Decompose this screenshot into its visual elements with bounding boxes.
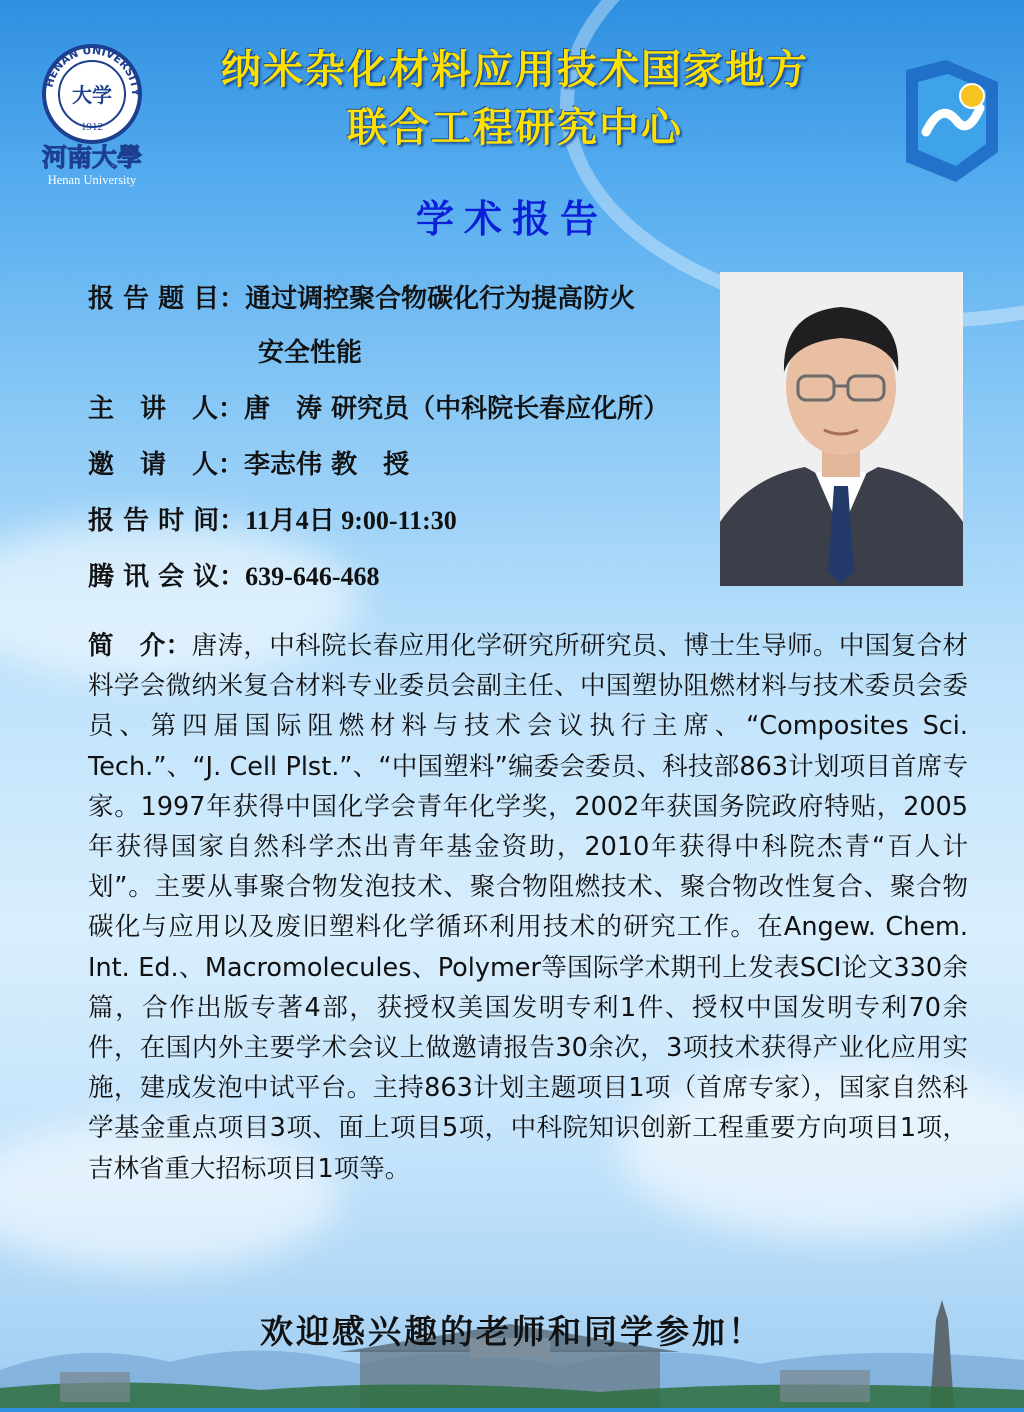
time-value: 11月4日 9:00-11:30 bbox=[245, 506, 457, 535]
meeting-label: 腾 讯 会 议： bbox=[88, 562, 246, 592]
inviter-value: 李志伟 教 授 bbox=[244, 450, 410, 480]
logo-ring-text: HENAN UNIVERSITY bbox=[42, 43, 143, 97]
inviter-row bbox=[88, 444, 409, 481]
speaker-value: 唐 涛 研究员（中科院长春应化所） bbox=[244, 394, 670, 424]
topic-value-line1: 通过调控聚合物碳化行为提高防火 bbox=[245, 284, 636, 314]
speaker-label: 主 讲 人： bbox=[88, 394, 245, 424]
intro-label: 简 介： bbox=[88, 631, 192, 661]
closing-invitation: 欢迎感兴趣的老师和同学参加！ bbox=[260, 1312, 764, 1351]
topic-value-line2: 安全性能 bbox=[258, 338, 363, 368]
section-title: 学术报告 bbox=[415, 197, 608, 241]
topic-row-continued bbox=[258, 332, 362, 369]
meeting-id: 639-646-468 bbox=[245, 562, 380, 591]
topic-row bbox=[88, 278, 635, 315]
logo-name-cn: 河南大學 bbox=[41, 143, 143, 172]
engineering-center-logo-icon bbox=[886, 52, 1006, 192]
meeting-row bbox=[88, 556, 379, 593]
logo-name-en: Henan University bbox=[47, 173, 137, 187]
inviter-label: 邀 请 人： bbox=[88, 450, 245, 480]
time-label: 报 告 时 间： bbox=[88, 506, 246, 536]
header-title-line2: 联合工程研究中心 bbox=[347, 105, 683, 151]
topic-label: 报 告 题 目： bbox=[88, 284, 246, 314]
introduction bbox=[88, 626, 968, 1189]
svg-text:大学: 大学 bbox=[72, 83, 112, 107]
speaker-row bbox=[88, 388, 669, 425]
time-row bbox=[88, 500, 457, 537]
header-title-line1: 纳米杂化材料应用技术国家地方 bbox=[221, 47, 809, 93]
henan-university-logo bbox=[22, 42, 162, 192]
logo-year: 1912 bbox=[81, 121, 103, 133]
intro-text: 唐涛，中科院长春应用化学研究所研究员、博士生导师。中国复合材料学会微纳米复合材料专业委员会副主任、中国塑协阻燃材料与技术委员会委员、第四届国际阻燃材料与技术会议执行主席、“Composites Sci. Tech.”、“J. Cell Plst.”、“中国塑料”编委会委员、科技部863计划项目首席专家。1997年获得中国化学会青年化学奖，2002年获国务院政府特贴，2005年获得国家自然科学杰出青年基金资助，2010年获得中科院杰青“百人计划”。主要从事聚合物发泡技术、聚合物阻燃技术、聚合物改性复合、聚合物碳化与应用以及废旧塑料化学循环利用技术的研究工作。在Angew. Chem. Int. Ed.、Macromolecules、Polymer等国际学术期刊上发表SCI论文330余篇，合作出版专著4部，获授权美国发明专利1件、授权中国发明专利70余件，在国内外主要学术会议上做邀请报告30余次，3项技术获得产业化应用实施，建成发泡中试平台。主持863计划主题项目1项（首席专家），国家自然科学基金重点项目3项、面上项目5项，中科院知识创新工程重要方向项目1项，吉林省重大招标项目1项等。 bbox=[88, 631, 968, 1184]
speaker-portrait-icon bbox=[720, 272, 963, 586]
